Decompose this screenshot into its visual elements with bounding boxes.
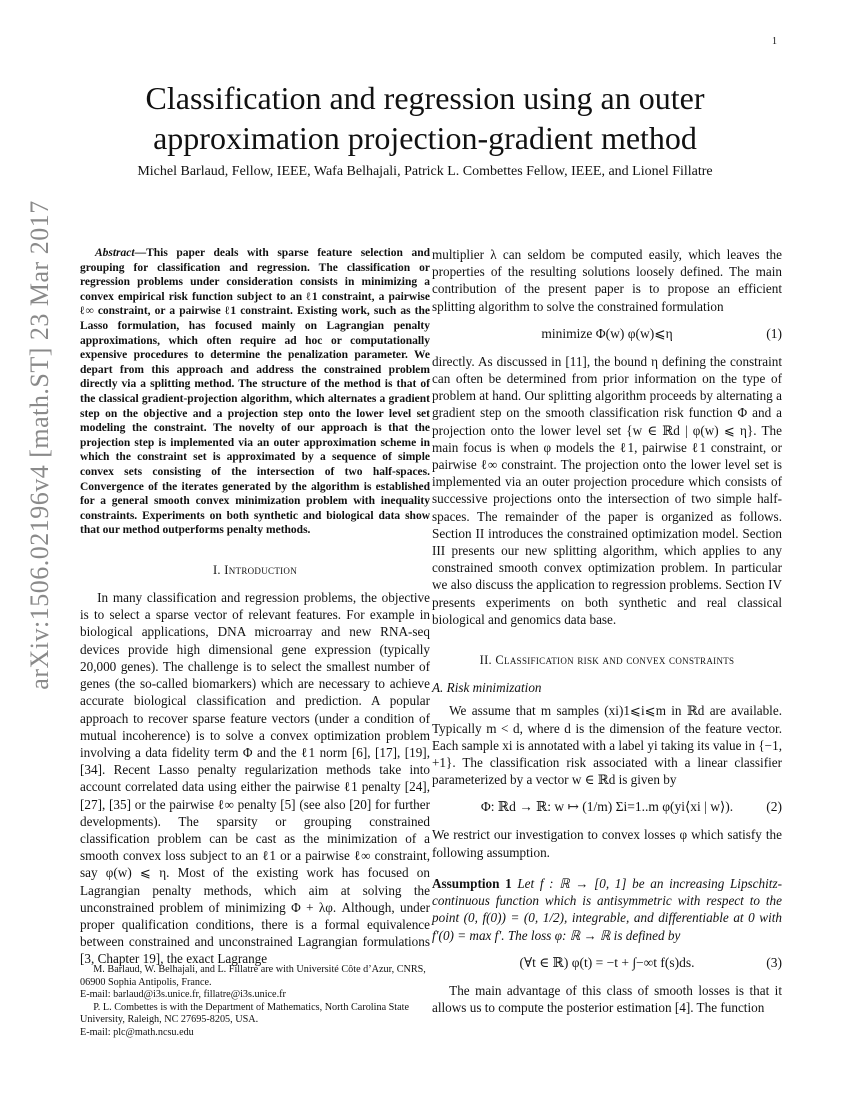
assumption-label: Assumption 1 — [432, 875, 512, 891]
paper-title: Classification and regression using an outer approximation projection-gradient method — [145, 80, 705, 156]
footnote-affiliation-1: M. Barlaud, W. Belhajali, and L. Fillatre are with Université Côte d’Azur, CNRS, 06900 Sophia Antipolis, France. — [80, 964, 426, 988]
equation-3 — [432, 948, 782, 978]
right-paragraph-1: multiplier λ can seldom be computed easily, which leaves the properties of the resulting solutions loosely defined. The main contribution of the present paper is to propose an efficient splitting algorithm to solve the constrained formulation — [432, 247, 782, 314]
left-column — [80, 246, 430, 968]
assumption-1 — [432, 875, 782, 944]
right-column — [432, 246, 782, 1016]
abstract-text: —This paper deals with sparse feature selection and grouping for classification and regression. The classification or regression problems under consideration consists in minimizing a convex empirical risk function subject to an ℓ1 constraint, a pairwise ℓ∞ constraint, or a pairwise ℓ1 constraint. Existing work, such as the Lasso formulation, has focused mainly on Lagrangian penalty approximations, which often require ad hoc or computationally expensive procedures to determine the penalization parameter. We depart from this approach and address the constrained problem directly via a splitting method. The structure of the method is that of the classical gradient-projection algorithm, which alternates a gradient step on the objective and a projection step onto the lower level set modeling the constraint. The novelty of our approach is that the projection step is implemented via an outer approximation scheme in which the constraint set is approximated by a sequence of simple convex sets consisting of the intersection of two half-spaces. Convergence of the iterates generated by the algorithm is established for a general smooth convex minimization problem with inequality constraints. Experiments on both synthetic and biological data show that our method outperforms penalty methods. — [80, 247, 430, 537]
section-2-heading: II. Classification risk and convex constraints — [479, 653, 735, 668]
equation-1-number: (1) — [766, 325, 782, 341]
equation-3-body: (∀t ∈ ℝ) φ(t) = −t + ∫−∞t f(s)ds. — [519, 954, 695, 970]
equation-2-number: (2) — [766, 799, 782, 815]
section-1-heading: I. Introduction — [212, 562, 298, 577]
page-number: 1 — [772, 36, 777, 47]
footnote-email-1: E-mail: barlaud@i3s.unice.fr, fillatre@i3s.unice.fr — [80, 989, 286, 1001]
subsection-a-heading: A. Risk minimization — [432, 680, 542, 696]
equation-3-number: (3) — [766, 954, 782, 970]
abstract — [80, 246, 430, 538]
arxiv-stamp: arXiv:1506.02196v4 [math.ST] 23 Mar 2017 — [25, 200, 54, 690]
footnotes — [80, 964, 430, 1040]
right-paragraph-5: The main advantage of this class of smooth losses is that it allows us to compute the posterior estimation [4]. The function — [432, 982, 782, 1015]
right-paragraph-4: We restrict our investigation to convex losses φ which satisfy the following assumption. — [432, 827, 782, 860]
equation-1 — [432, 319, 782, 349]
abstract-label: Abstract — [94, 247, 135, 259]
right-paragraph-2: directly. As discussed in [11], the bound η defining the constraint can often be determined from prior information on the type of problem at hand. Our splitting algorithm proceeds by alternating a gradient step on the smooth classification risk function Φ and a projection onto the lower level set {w ∈ ℝd | φ(w) ⩽ η}. The main focus is when φ models the ℓ1, pairwise ℓ1 constraint, or pairwise ℓ∞ constraint. The projection onto the lower level set is implemented via an outer projection procedure which consists of successive projections onto the intersection of two simple half-spaces. The remainder of the paper is organized as follows. Section II introduces the constrained optimization model. Section III presents our new splitting algorithm, which applies to any constrained smooth convex optimization problem. In particular we also discuss the application to regression problems. Section IV presents experiments on both synthetic and real classical biological and genomics data base. — [432, 353, 782, 627]
right-paragraph-3: We assume that m samples (xi)1⩽i⩽m in ℝd are available. Typically m < d, where d is the dimension of the feature vector. Each sample xi is annotated with a label yi taking its value in {−1, +1}. The classification risk associated with a linear classifier parameterized by a vector w ∈ ℝd is given by — [432, 703, 782, 788]
assumption-text: Let f : ℝ → [0, 1] be an increasing Lipschitz-continuous function which is antisymmetric with respect to the point (0, f(0)) = (0, 1/2), integrable, and differentiable at 0 with f′(0) = max f′. The loss φ: ℝ → ℝ is defined by — [432, 875, 782, 943]
equation-2-body: Φ: ℝd → ℝ: w ↦ (1/m) Σi=1..m φ(yi⟨xi | w⟩). — [480, 799, 734, 815]
footnote-email-2: E-mail: plc@math.ncsu.edu — [80, 1026, 194, 1038]
intro-paragraph: In many classification and regression problems, the objective is to select a sparse vector of relevant features. For example in biological applications, DNA microarray and new RNA-seq devices provide high dimensional gene expression (typically 20,000 genes). The challenge is to select the smallest number of genes (the so-called biomarkers) which are necessary to achieve accurate biological classification and prediction. A popular approach to recover sparse feature vectors (under a condition of mutual incoherence) is to solve a convex optimization problem involving a data fidelity term Φ and the ℓ1 norm [6], [17], [19], [34]. Recent Lasso penalty regularization methods take into account correlated data using either the pairwise ℓ1 penalty [24], [27], [35] or the pairwise ℓ∞ penalty [5] (see also [20] for further developments). The sparsity or grouping constrained classification problem can be cast as the minimization of a smooth convex loss subject to an ℓ1 or a pairwise ℓ∞ constraint, say φ(w) ⩽ η. Most of the existing work has focused on Lagrangian penalty methods, which aim at solving the unconstrained problem of minimizing Φ + λφ. Although, under proper qualification conditions, there is a formal equivalence between constrained and unconstrained Lagrangian formulations [3, Chapter 19], the exact Lagrange — [80, 590, 430, 967]
footnote-affiliation-2: P. L. Combettes is with the Department of Mathematics, North Carolina State University, Raleigh, NC 27695-8205, USA. — [80, 1001, 410, 1026]
equation-1-body: minimize Φ(w) φ(w)⩽η — [541, 325, 673, 341]
equation-2 — [432, 792, 782, 822]
author-list: Michel Barlaud, Fellow, IEEE, Wafa Belhajali, Patrick L. Combettes Fellow, IEEE, and Lionel Fillatre — [137, 164, 713, 179]
